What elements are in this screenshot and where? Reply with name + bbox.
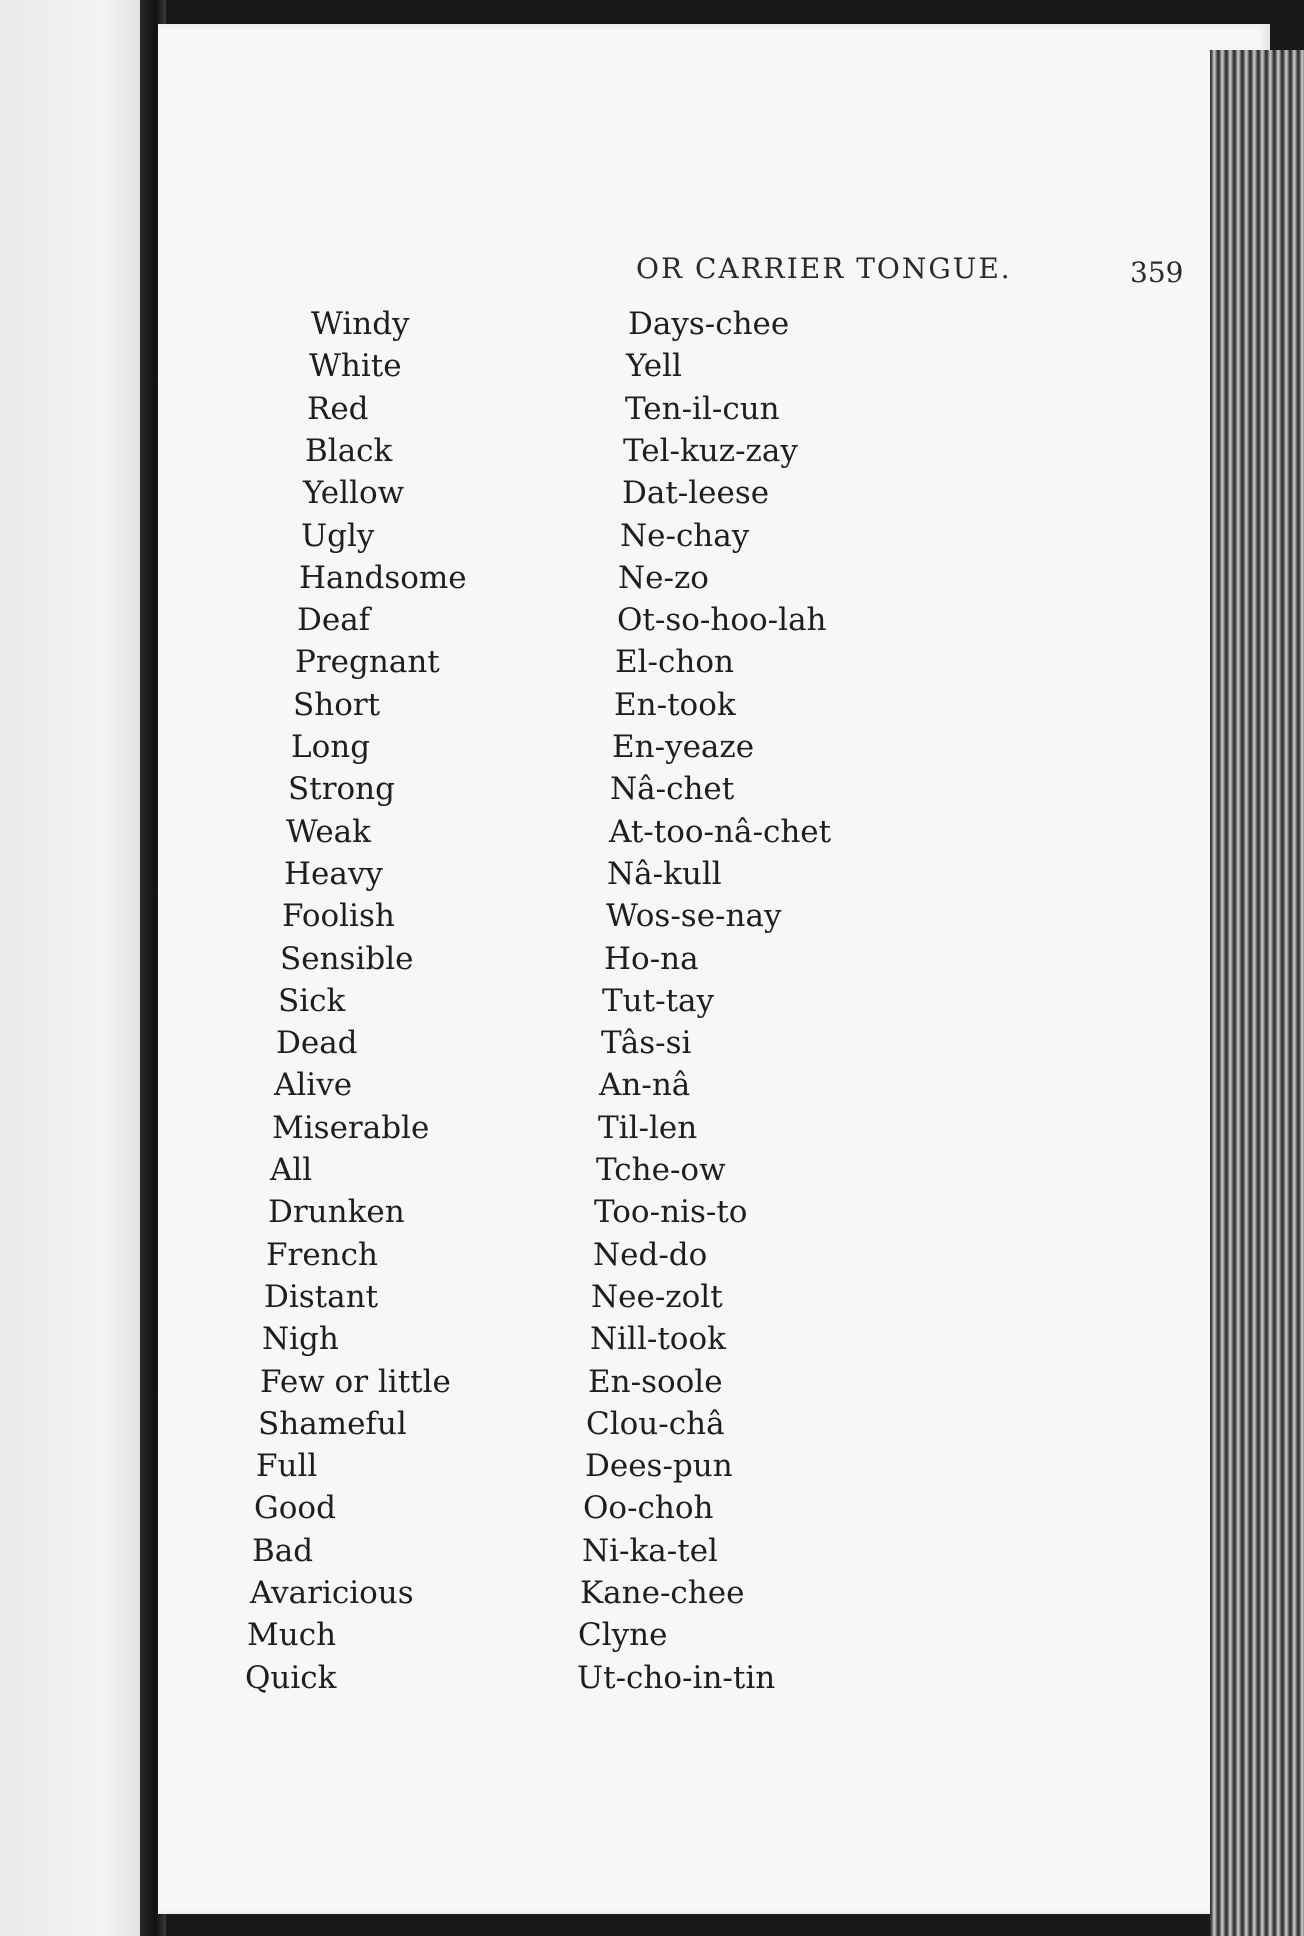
english-word: French — [266, 1237, 378, 1273]
vocab-row — [158, 306, 1258, 348]
vocab-row — [158, 941, 1258, 983]
english-word: Ugly — [301, 518, 375, 554]
carrier-word: Clou-châ — [586, 1406, 725, 1442]
english-word: Few or little — [260, 1364, 451, 1400]
vocab-row — [158, 518, 1258, 560]
page-edges — [1210, 50, 1304, 1936]
english-word: Sensible — [280, 941, 414, 977]
english-word: Foolish — [282, 898, 395, 934]
english-word: Full — [256, 1448, 318, 1484]
english-word: White — [309, 348, 402, 384]
english-word: Much — [247, 1617, 337, 1653]
carrier-word: At-too-nâ-chet — [609, 814, 832, 850]
english-word: Nigh — [262, 1321, 339, 1357]
carrier-word: En-yeaze — [612, 729, 755, 765]
carrier-word: An-nâ — [599, 1067, 691, 1103]
english-word: Avaricious — [250, 1575, 414, 1611]
carrier-word: Ned-do — [593, 1237, 708, 1273]
vocab-row — [158, 814, 1258, 856]
carrier-word: Ot-so-hoo-lah — [617, 602, 827, 638]
carrier-word: Days-chee — [628, 306, 790, 342]
english-word: Sick — [278, 983, 346, 1019]
english-word: Dead — [276, 1025, 358, 1061]
vocab-row — [158, 898, 1258, 940]
vocab-row — [158, 1364, 1258, 1406]
vocab-row — [158, 1617, 1258, 1659]
carrier-word: En-took — [614, 687, 736, 723]
vocab-row — [158, 391, 1258, 433]
vocab-row — [158, 1110, 1258, 1152]
carrier-word: Tche-ow — [596, 1152, 726, 1188]
carrier-word: Nill-took — [590, 1321, 726, 1357]
carrier-word: Clyne — [578, 1617, 668, 1653]
carrier-word: Oo-choh — [583, 1490, 714, 1526]
english-word: Distant — [264, 1279, 379, 1315]
english-word: Alive — [274, 1067, 353, 1103]
carrier-word: Ut-cho-in-tin — [577, 1660, 776, 1696]
english-word: Bad — [252, 1533, 314, 1569]
english-word: Long — [291, 729, 371, 765]
vocabulary-list — [158, 306, 1258, 1726]
english-word: Pregnant — [295, 644, 440, 680]
carrier-word: Tâs-si — [601, 1025, 692, 1061]
vocab-row — [158, 1194, 1258, 1236]
vocab-row — [158, 433, 1258, 475]
english-word: Black — [305, 433, 393, 469]
vocab-row — [158, 1490, 1258, 1532]
vocab-row — [158, 771, 1258, 813]
english-word: Miserable — [272, 1110, 430, 1146]
vocab-row — [158, 1321, 1258, 1363]
previous-page-edge — [0, 0, 150, 1936]
english-word: Deaf — [297, 602, 371, 638]
carrier-word: Ne-chay — [620, 518, 750, 554]
vocab-row — [158, 687, 1258, 729]
carrier-word: Too-nis-to — [594, 1194, 748, 1230]
vocab-row — [158, 1025, 1258, 1067]
carrier-word: Tel-kuz-zay — [623, 433, 798, 469]
english-word: Good — [254, 1490, 336, 1526]
vocab-row — [158, 729, 1258, 771]
english-word: Quick — [245, 1660, 337, 1696]
carrier-word: Dat-leese — [622, 475, 770, 511]
vocab-row — [158, 1067, 1258, 1109]
book-page — [158, 24, 1270, 1914]
vocab-row — [158, 1279, 1258, 1321]
english-word: Heavy — [284, 856, 383, 892]
carrier-word: Til-len — [598, 1110, 698, 1146]
vocab-row — [158, 1575, 1258, 1617]
english-word: Red — [307, 391, 369, 427]
vocab-row — [158, 1660, 1258, 1702]
carrier-word: Ne-zo — [618, 560, 709, 596]
carrier-word: Tut-tay — [602, 983, 715, 1019]
vocab-row — [158, 1533, 1258, 1575]
vocab-row — [158, 644, 1258, 686]
carrier-word: Ho-na — [604, 941, 699, 977]
vocab-row — [158, 1152, 1258, 1194]
english-word: Handsome — [299, 560, 467, 596]
carrier-word: En-soole — [588, 1364, 723, 1400]
vocab-row — [158, 560, 1258, 602]
vocab-row — [158, 1448, 1258, 1490]
english-word: Short — [293, 687, 381, 723]
english-word: Yellow — [303, 475, 405, 511]
vocab-row — [158, 1237, 1258, 1279]
english-word: All — [270, 1152, 313, 1188]
english-word: Windy — [311, 306, 410, 342]
english-word: Weak — [286, 814, 371, 850]
page-number: 359 — [1130, 256, 1184, 289]
vocab-row — [158, 1406, 1258, 1448]
carrier-word: Ni-ka-tel — [582, 1533, 718, 1569]
carrier-word: Yell — [626, 348, 682, 384]
carrier-word: Nâ-chet — [610, 771, 735, 807]
carrier-word: El-chon — [615, 644, 734, 680]
carrier-word: Kane-chee — [580, 1575, 745, 1611]
english-word: Drunken — [268, 1194, 405, 1230]
carrier-word: Nâ-kull — [607, 856, 722, 892]
carrier-word: Wos-se-nay — [606, 898, 782, 934]
vocab-row — [158, 856, 1258, 898]
vocab-row — [158, 983, 1258, 1025]
vocab-row — [158, 348, 1258, 390]
english-word: Strong — [288, 771, 395, 807]
carrier-word: Ten-il-cun — [625, 391, 780, 427]
vocab-row — [158, 475, 1258, 517]
carrier-word: Nee-zolt — [591, 1279, 723, 1315]
carrier-word: Dees-pun — [585, 1448, 733, 1484]
english-word: Shameful — [258, 1406, 407, 1442]
running-head: OR CARRIER TONGUE. — [636, 252, 1012, 285]
vocab-row — [158, 602, 1258, 644]
